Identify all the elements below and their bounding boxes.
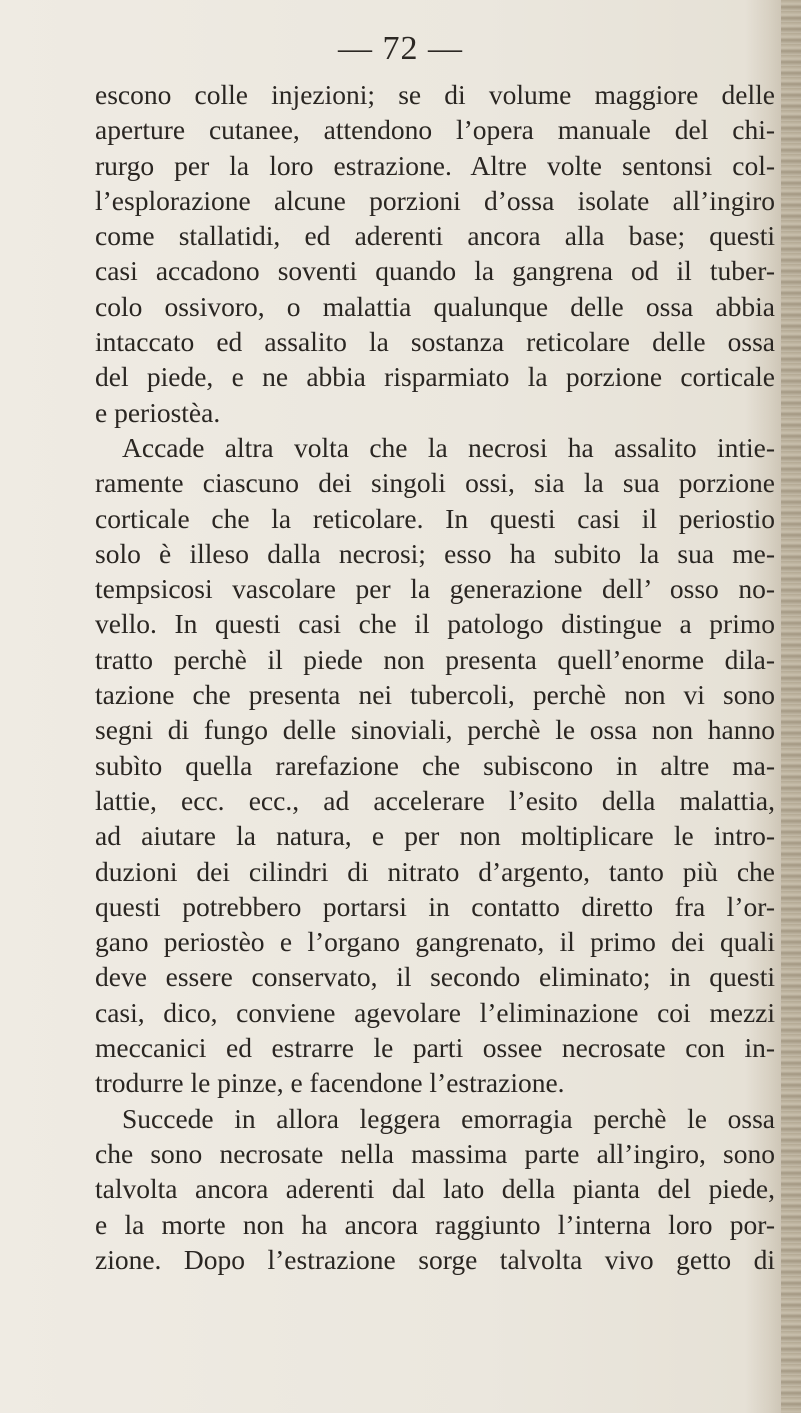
text-line: trodurre le pinze, e facendone l’estrazione. xyxy=(95,1067,565,1099)
text-line: tazione che presenta nei tubercoli, perchè non vi sono xyxy=(95,679,775,711)
body-text xyxy=(95,77,775,1277)
text-line: e periostèa. xyxy=(95,396,221,428)
paragraph-start-line: Accade altra volta che la necrosi ha assalito intie- xyxy=(122,431,775,463)
text-line: ramente ciascuno dei singoli ossi, sia la sua porzione xyxy=(95,467,775,499)
text-line: che sono necrosate nella massima parte all’ingiro, sono xyxy=(95,1137,775,1169)
text-line: come stallatidi, ed aderenti ancora alla base; questi xyxy=(95,220,775,252)
text-line: subìto quella rarefazione che subiscono in altre ma- xyxy=(95,749,775,781)
text-line: casi, dico, conviene agevolare l’eliminazione coi mezzi xyxy=(95,996,775,1028)
text-line: questi potrebbero portarsi in contatto diretto fra l’or- xyxy=(95,890,775,922)
text-line: segni di fungo delle sinoviali, perchè le ossa non hanno xyxy=(95,714,775,746)
page-edge xyxy=(781,0,801,1413)
paragraph-start-line: Succede in allora leggera emorragia perchè le ossa xyxy=(122,1102,775,1134)
text-line: solo è illeso dalla necrosi; esso ha subito la sua me- xyxy=(95,537,775,569)
text-line: colo ossivoro, o malattia qualunque delle ossa abbia xyxy=(95,290,775,322)
text-line: aperture cutanee, attendono l’opera manuale del chi- xyxy=(95,114,775,146)
text-line: deve essere conservato, il secondo eliminato; in questi xyxy=(95,961,775,993)
text-line: del piede, e ne abbia risparmiato la porzione corticale xyxy=(95,361,775,393)
text-line: ad aiutare la natura, e per non moltiplicare le intro- xyxy=(95,820,775,852)
text-line: corticale che la reticolare. In questi casi il periostio xyxy=(95,502,775,534)
text-line: duzioni dei cilindri di nitrato d’argento, tanto più che xyxy=(95,855,775,887)
text-line: zione. Dopo l’estrazione sorge talvolta vivo getto di xyxy=(95,1243,775,1275)
text-line: rurgo per la loro estrazione. Altre volte sentonsi col- xyxy=(95,149,775,181)
text-line: escono colle injezioni; se di volume maggiore delle xyxy=(95,79,775,110)
text-line: lattie, ecc. ecc., ad accelerare l’esito della malattia, xyxy=(95,784,775,816)
text-line: casi accadono soventi quando la gangrena od il tuber- xyxy=(95,255,775,287)
text-line: vello. In questi casi che il patologo distingue a primo xyxy=(95,608,775,640)
text-line: meccanici ed estrarre le parti ossee necrosate con in- xyxy=(95,1032,775,1064)
text-line: gano periostèo e l’organo gangrenato, il primo dei quali xyxy=(95,926,775,958)
page-number: — 72 — xyxy=(338,30,463,67)
text-line: l’esplorazione alcune porzioni d’ossa isolate all’ingiro xyxy=(95,184,775,216)
text-line: tratto perchè il piede non presenta quell’enorme dila- xyxy=(95,643,775,675)
text-line: intaccato ed assalito la sostanza reticolare delle ossa xyxy=(95,326,775,358)
text-line: e la morte non ha ancora raggiunto l’interna loro por- xyxy=(95,1208,775,1240)
text-line: talvolta ancora aderenti dal lato della pianta del piede, xyxy=(95,1173,775,1205)
text-line: tempsicosi vascolare per la generazione dell’ osso no- xyxy=(95,573,775,605)
